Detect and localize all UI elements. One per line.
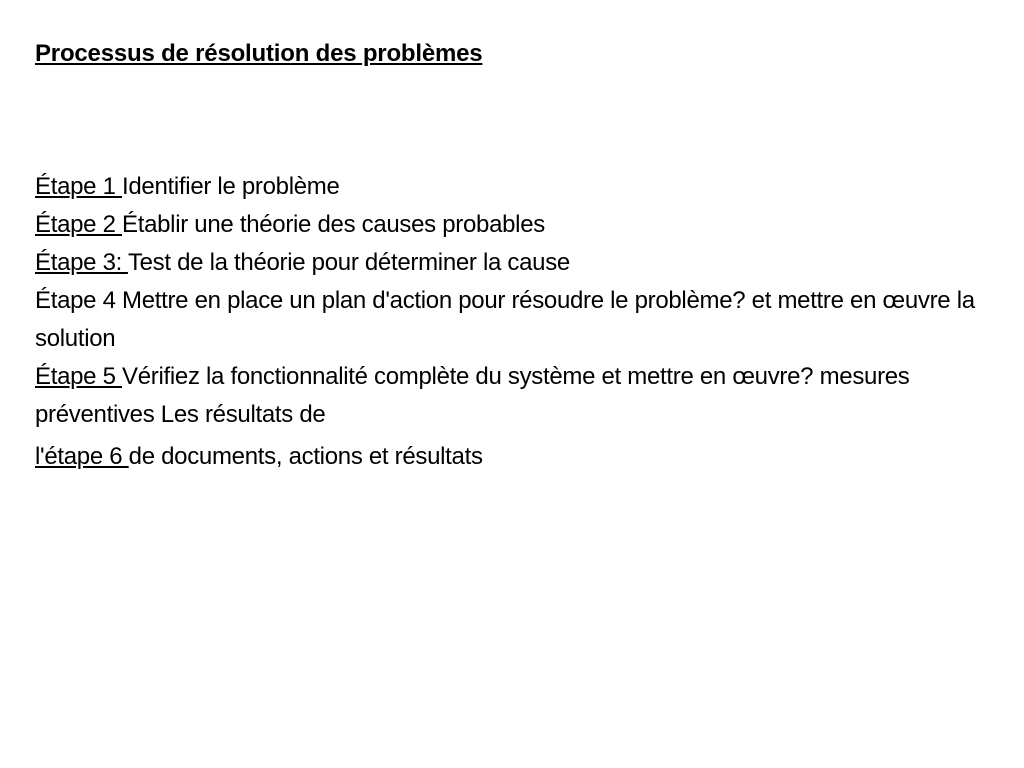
step-1-label: Étape 1 <box>35 173 123 200</box>
step-6-text: de documents, actions et résultats <box>128 443 483 470</box>
step-5-label: Étape 5 <box>35 363 123 390</box>
steps-list <box>35 168 995 476</box>
step-5-text: Vérifiez la fonctionnalité complète du système et mettre en œuvre? mesures préventives Les résultats de <box>35 363 910 428</box>
step-6-label: l'étape 6 <box>35 443 129 470</box>
step-4-text: Mettre en place un plan d'action pour résoudre le problème? et mettre en œuvre la solution <box>35 287 975 352</box>
step-1-text: Identifier le problème <box>122 173 340 200</box>
step-3-text: Test de la théorie pour déterminer la cause <box>127 249 570 276</box>
step-1 <box>35 168 995 206</box>
slide-title: Processus de résolution des problèmes <box>35 40 483 67</box>
step-6 <box>35 438 995 476</box>
step-2-text: Établir une théorie des causes probables <box>122 211 545 238</box>
step-3 <box>35 244 995 282</box>
step-2-label: Étape 2 <box>35 211 123 238</box>
step-4 <box>35 282 995 358</box>
step-2 <box>35 206 995 244</box>
step-5 <box>35 358 995 434</box>
step-4-label: Étape 4 <box>35 287 123 314</box>
step-3-label: Étape 3: <box>35 249 128 276</box>
